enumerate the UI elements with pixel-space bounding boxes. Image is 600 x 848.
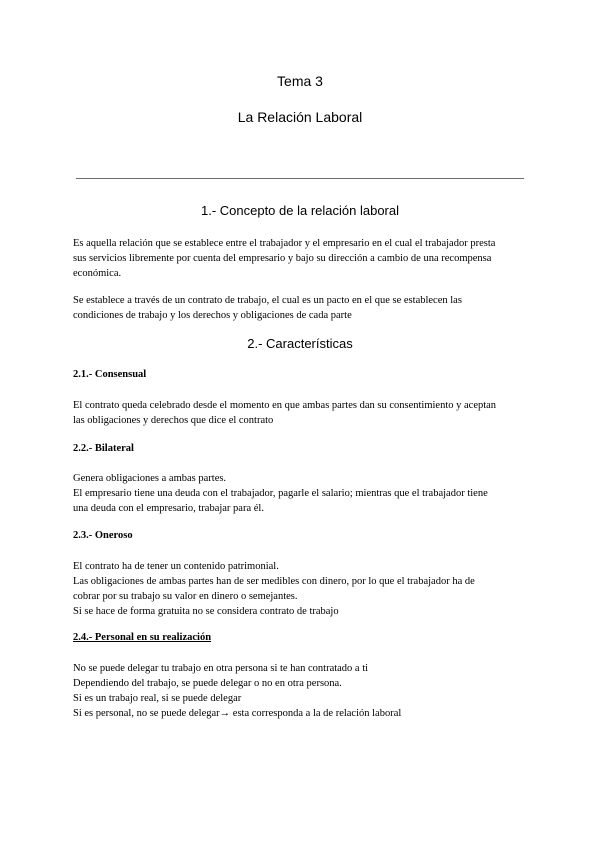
section-2-heading: 2.- Características: [247, 336, 353, 351]
paragraph-line: Genera obligaciones a ambas partes.: [73, 473, 227, 484]
subsection-heading-oneroso: 2.3.- Oneroso: [73, 530, 133, 541]
paragraph-line: Dependiendo del trabajo, se puede delegar o no en otra persona.: [73, 678, 342, 689]
subsection-body-oneroso: [73, 559, 533, 619]
section-1-paragraph-2: [73, 293, 533, 323]
paragraph-line: El contrato queda celebrado desde el momento en que ambas partes dan su consentimiento y aceptan: [73, 400, 497, 411]
paragraph-line: El empresario tiene una deuda con el trabajador, pagarle el salario; mientras que el trabajador tiene: [73, 488, 488, 499]
subsection-heading-bilateral: 2.2.- Bilateral: [73, 443, 134, 454]
paragraph-line: Si se hace de forma gratuita no se considera contrato de trabajo: [73, 606, 339, 617]
paragraph-line: No se puede delegar tu trabajo en otra persona si te han contratado a ti: [73, 663, 369, 674]
paragraph-line: Las obligaciones de ambas partes han de ser medibles con dinero, por lo que el trabajador ha de: [73, 576, 475, 587]
paragraph-line: Si es personal, no se puede delegar→ esta corresponda a la de relación laboral: [73, 708, 402, 719]
document-title: Tema 3: [277, 73, 323, 89]
paragraph-line: Se establece a través de un contrato de trabajo, el cual es un pacto en el que se establecen las: [73, 295, 462, 306]
paragraph-line: Es aquella relación que se establece entre el trabajador y el empresario en el cual el trabajador presta: [73, 238, 496, 249]
subsection-heading-personal: 2.4.- Personal en su realización: [73, 632, 212, 643]
document-subtitle: La Relación Laboral: [237, 109, 363, 125]
subsection-body-personal: [73, 661, 533, 721]
paragraph-line: sus servicios libremente por cuenta del empresario y bajo su dirección a cambio de una recompensa: [73, 253, 492, 264]
paragraph-line: condiciones de trabajo y los derechos y obligaciones de cada parte: [73, 310, 352, 321]
horizontal-divider: [76, 178, 524, 179]
section-1-paragraph-1: [73, 236, 533, 281]
section-1-heading: 1.- Concepto de la relación laboral: [200, 203, 399, 218]
subsection-body-bilateral: [73, 471, 533, 516]
subsection-heading-consensual: 2.1.- Consensual: [73, 369, 147, 380]
paragraph-line: económica.: [73, 268, 122, 279]
paragraph-line: una deuda con el empresario, trabajar para él.: [73, 503, 264, 514]
paragraph-line: Si es un trabajo real, si se puede delegar: [73, 693, 242, 704]
paragraph-line: El contrato ha de tener un contenido patrimonial.: [73, 561, 279, 572]
paragraph-line: las obligaciones y derechos que dice el contrato: [73, 415, 274, 426]
paragraph-line: cobrar por su trabajo su valor en dinero o semejantes.: [73, 591, 298, 602]
subsection-body-consensual: [73, 398, 533, 428]
